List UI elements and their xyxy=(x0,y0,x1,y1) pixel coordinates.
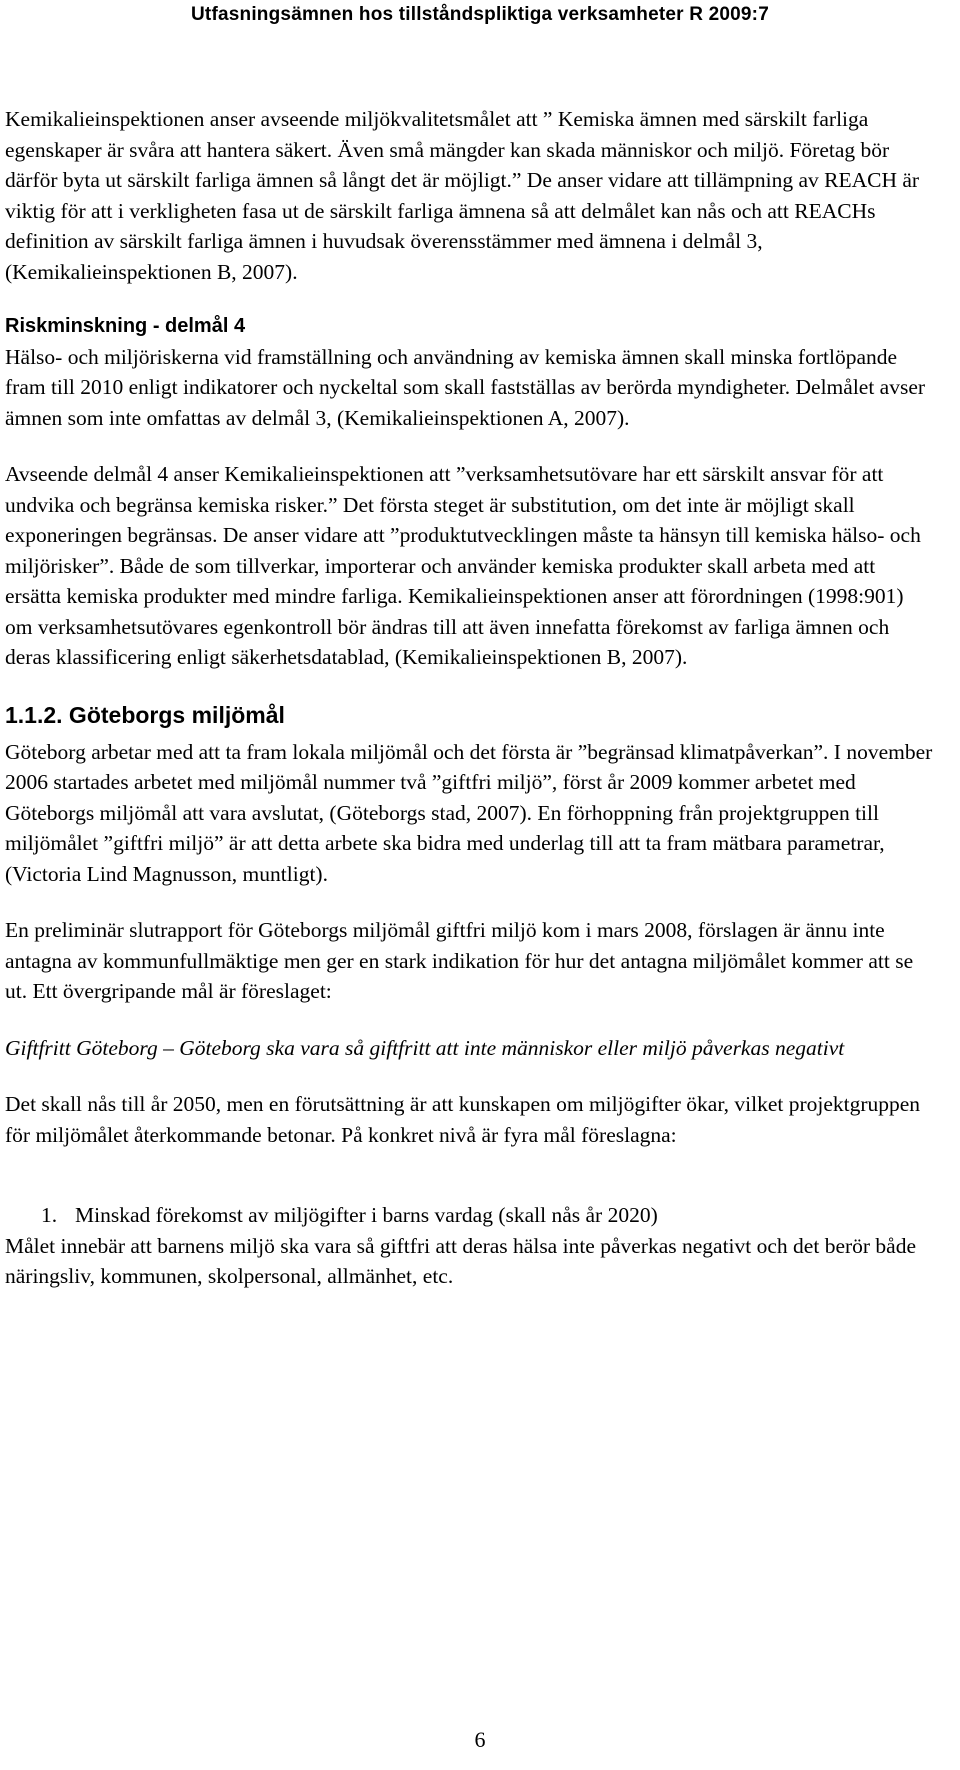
list-number: 1. xyxy=(41,1203,58,1227)
paragraph-barnens-miljo: Målet innebär att barnens miljö ska vara så giftfri att deras hälsa inte påverkas negativt och det berör både näringsliv, kommunen, skolpersonal, allmänhet, etc. xyxy=(5,1233,917,1288)
paragraph-delmal-4: Hälso- och miljöriskerna vid framställning och användning av kemiska ämnen skall minska fortlöpande fram till 2010 enligt indikatorer och nyckeltal som skall fastställas av berörda myndigheter. Delmålet avser ämnen som inte omfattas av delmål 3, (Kemikalieinspektionen A, 2007). xyxy=(5,344,926,430)
document-body xyxy=(5,104,935,1292)
section-heading-goteborg: 1.1.2. Göteborgs miljömål xyxy=(5,701,285,728)
paragraph-goteborg-miljomal: Göteborg arbetar med att ta fram lokala miljömål och det första är ”begränsad klimatpåverkan”. I november 2006 startades arbetet med miljömål nummer två ”giftfri miljö”, först år 2009 kommer arbetet med Göteborgs miljömål att vara avslutat, (Göteborgs stad, 2007). En förhoppning från projektgruppen till miljömålet ”giftfri miljö” är att detta arbete ska bidra med underlag till att ta fram mätbara parametrar, (Victoria Lind Magnusson, muntligt). xyxy=(5,739,933,886)
paragraph-kemi-reach: Kemikalieinspektionen anser avseende miljökvalitetsmålet att ” Kemiska ämnen med särskilt farliga egenskaper är svåra att hantera säkert. Även små mängder kan skada människor och miljö. Företag bör därför byta ut särskilt farliga ämnen så långt det är möjligt.” De anser vidare att tillämpning av REACH är viktig för att i verkligheten fasa ut de särskilt farliga ämnena så att delmålet kan nås och att REACHs definition av särskilt farliga ämnen i huvudsak överensstämmer med ämnena i delmål 3, (Kemikalieinspektionen B, 2007). xyxy=(5,107,920,284)
paragraph-kemi-delmal-4: Avseende delmål 4 anser Kemikalieinspektionen att ”verksamhetsutövare har ett särskilt ansvar för att undvika och begränsa kemiska risker.” Det första steget är substitution, om det inte är möjligt skall exponeringen begränsas. De anser vidare att ”produktutvecklingen måste ta hänsyn till kemiska hälso- och miljörisker”. Både de som tillverkar, importerar och använder kemiska produkter skall arbeta med att ersätta kemiska produkter med mindre farliga. Kemikalieinspektionen anser att förordningen (1998:901) om verksamhetsutövares egenkontroll bör ändras till att även innefatta förekomst av farliga ämnen och deras klassificering enligt säkerhetsdatablad, (Kemikalieinspektionen B, 2007). xyxy=(5,462,921,669)
paragraph-slutrapport: En preliminär slutrapport för Göteborgs miljömål giftfri miljö kom i mars 2008, förslagen är ännu inte antagna av kommunfullmäktige men ger en stark indikation för hur det antagna miljömålet kommer att se ut. Ett övergripande mål är föreslaget: xyxy=(5,918,914,1003)
subheading-delmal-4: Riskminskning - delmål 4 xyxy=(5,315,246,337)
list-item xyxy=(5,1200,935,1231)
page-number: 6 xyxy=(474,1727,486,1752)
paragraph-overgripande-mal: Giftfritt Göteborg – Göteborg ska vara så giftfritt att inte människor eller miljö påverkas negativt xyxy=(5,1035,845,1060)
running-header: Utfasningsämnen hos tillståndspliktiga verksamheter R 2009:7 xyxy=(191,4,769,25)
paragraph-2050: Det skall nås till år 2050, men en förutsättning är att kunskapen om miljögifter ökar, vilket projektgruppen för miljömålet återkommande betonar. På konkret nivå är fyra mål föreslagna: xyxy=(5,1092,921,1147)
list-text: Minskad förekomst av miljögifter i barns vardag (skall nås år 2020) xyxy=(75,1203,658,1227)
